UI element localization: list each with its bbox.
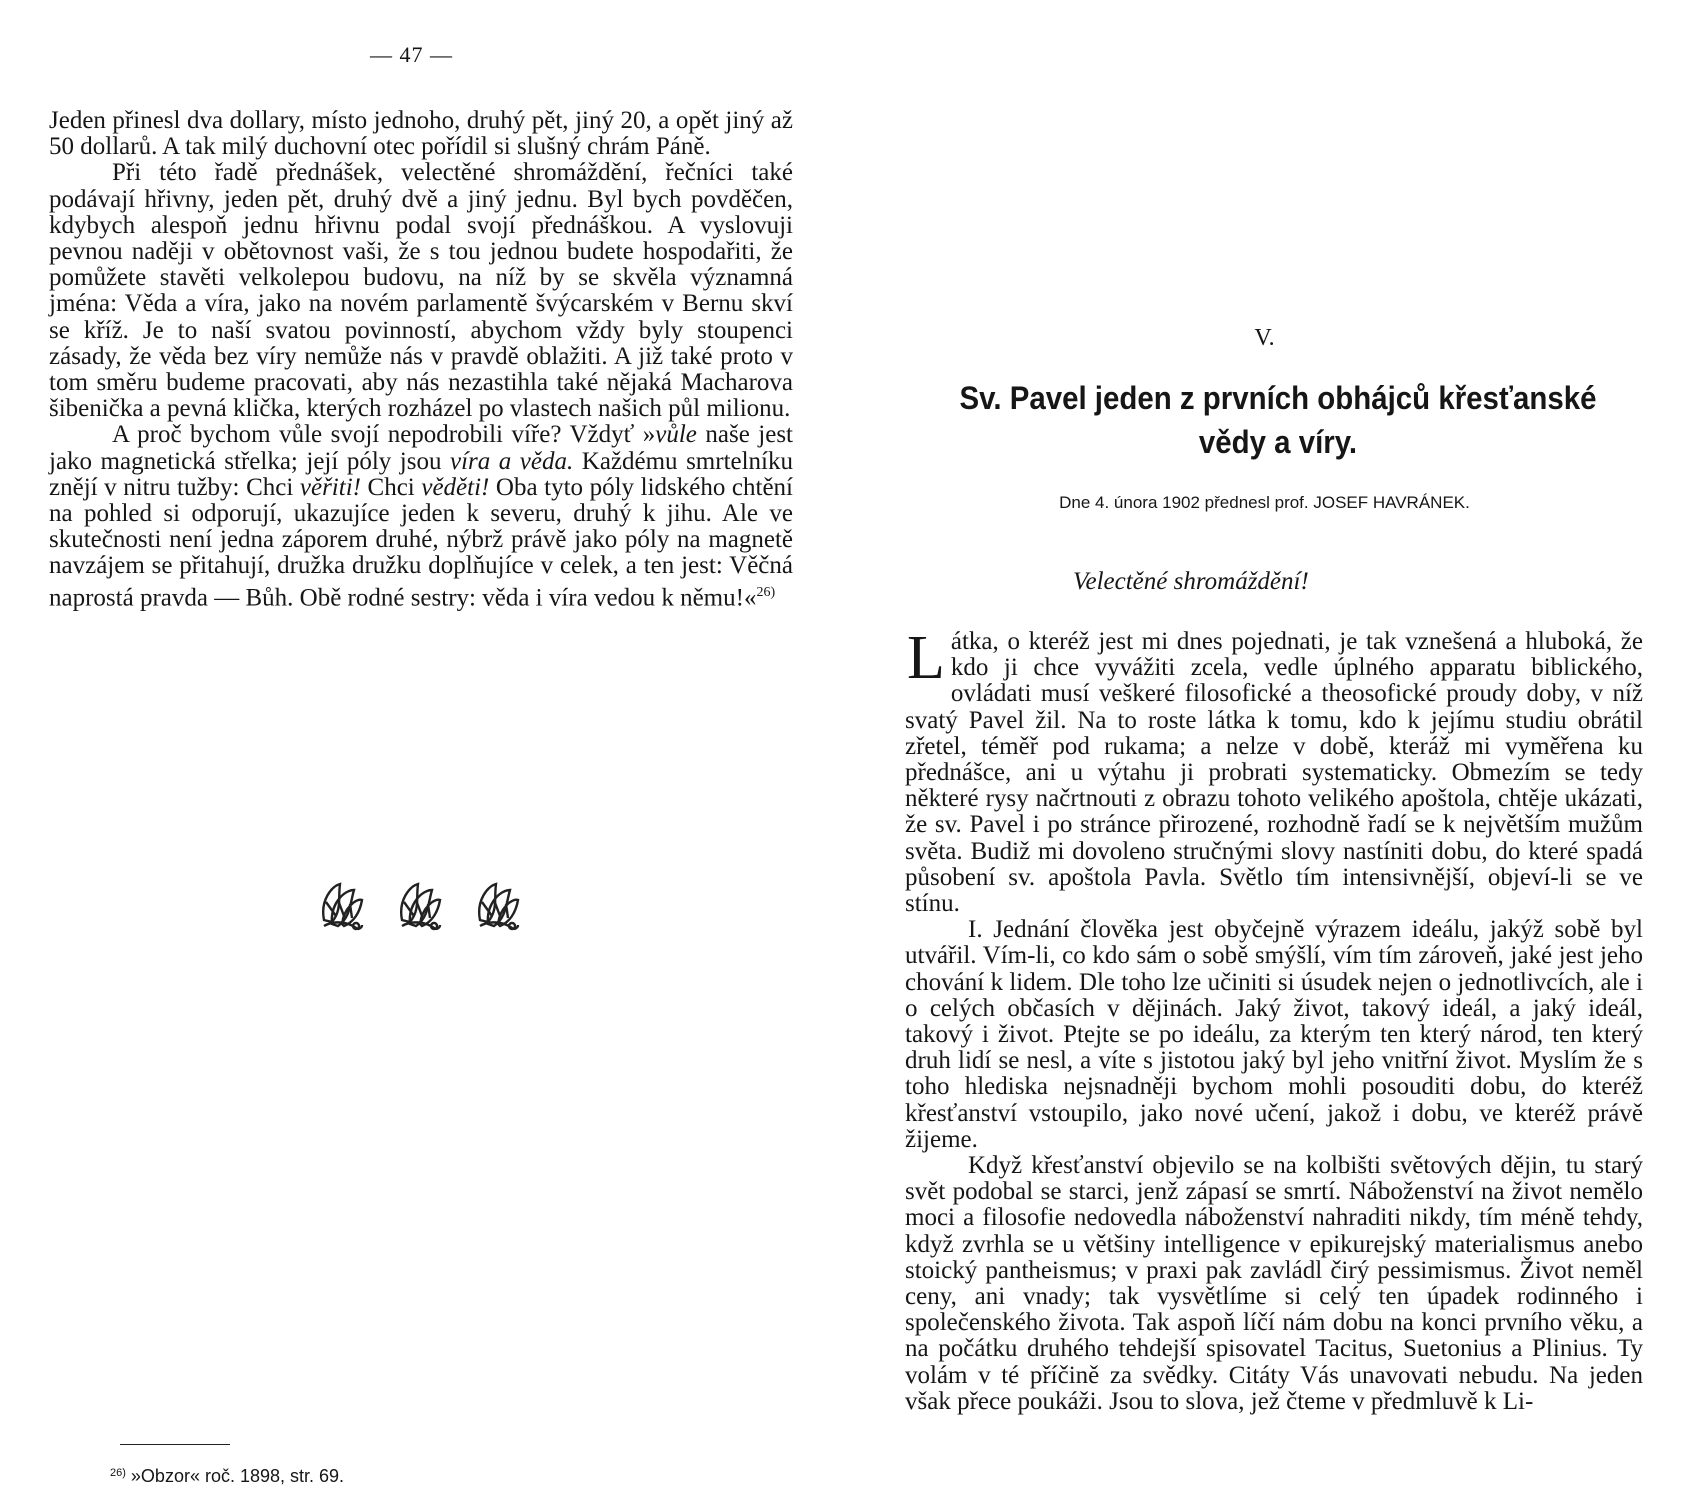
lecture-info: Dne 4. února 1902 přednesl prof. JOSEF HAVRÁNEK. — [1059, 493, 1470, 512]
footnote — [110, 1466, 344, 1487]
chapter-number: V. — [1254, 325, 1275, 351]
paragraph-3: Když křesťanství objevilo se na kolbišti světových dějin, tu starý svět podobal se starci, jenž zápasí se smrtí. Náboženství na život nemělo moci a filosofie nedovedla náboženství nahraditi nikdy, tím méně tehdy, když zvrhla se u většiny intelligence v epikurejský materialismus anebo stoický pantheismus; v praxi pak zavládl čirý pessimismus. Život neměl ceny, ani vnady; tak vysvětlíme si celý ten úpadek rodinného i společenského života. Tak aspoň líčí nám dobu na konci prvního věku, a na počátku druhého tehdejší spisovatel Tacitus, Suetonius a Plinius. Ty volám v té příčině za svědky. Citáty Vás unavovati nebudu. Na jeden však přece poukáži. Jsou to slova, jež čteme v předmluvě k Li- — [905, 1152, 1643, 1415]
ornament-row — [318, 880, 522, 932]
leaf-ornament-icon — [396, 880, 444, 932]
leaf-ornament-icon — [318, 880, 366, 932]
left-body-text — [49, 108, 793, 611]
footnote-reference: 26) — [756, 584, 776, 600]
chapter-title — [942, 376, 1614, 464]
paragraph-1: Látka, o kteréž jest mi dnes pojednati, je tak vznešená a hluboká, že kdo ji chce vyvážiti zcela, vedle úplného apparatu biblického, ovládati musí veškeré filosofické a theosofické proudy doby, v níž svatý Pavel žil. Na to roste látka k tomu, kdo k jejímu studiu obrátil zřetel, téměř pod rukama; a nelze v době, kteráž mi vyměřena ku přednášce, ani u výtahu ji probrati systematicky. Obmezím se tedy některé rysy načrtnouti z obrazu tohoto velikého apoštola, chtěje ukázati, že sv. Pavel i po stránce přirozené, rozhodně řadí se k největším mužům světa. Budiž mi dovoleno stručnými slovy nastíniti dobu, do které spadá působení sv. apoštola Pavla. Světlo tím intensivnější, objeví-li se ve stínu. — [905, 624, 1643, 918]
paragraph-3: A proč bychom vůle svojí nepodrobili víře? Vždyť »vůle naše jest jako magnetická střelka; její póly jsou víra a věda. Každému smrtelníku znějí v nitru tužby: Chci věřiti! Chci věděti! Oba tyto póly lidského chtění na pohled si odporují, ukazujíce jeden k severu, druhý k jihu. Ale ve skutečnosti není jedna záporem druhé, nýbrž právě jako póly na magnetě navzájem se přitahují, družka družku doplňujíce v celek, a ten jest: Věčná naprostá pravda — Bůh. Obě rodné sestry: věda i víra vedou k němu!«$^{26)}$ — [49, 421, 794, 611]
right-page — [843, 0, 1686, 1500]
paragraph-2: I. Jednání člověka jest obyčejně výrazem ideálu, jakýž sobě byl utvářil. Vím-li, co kdo sám o sobě smýšlí, vím tím zároveň, jaké jest jeho chování k lidem. Dle toho lze učiniti si úsudek nejen o jednotlivcích, ale i o celých občasích v dějinách. Jaký život, takový ideál, a jaký ideál, takový i život. Ptejte se po ideálu, za kterým ten který národ, ten který druh lidí se nesl, a víte s jistotou jaký byl jeho vnitřní život. Myslím že s toho hlediska nejsnadněji bychom mohli posouditi dobu, do kteréž křesťanství vstoupilo, jako nové učení, jakož i dobu, ve kteréž právě žijeme. — [905, 916, 1643, 1153]
footnote-text: »Obzor« roč. 1898, str. 69. — [130, 1466, 345, 1486]
salutation: Velectěné shromáždění! — [1073, 568, 1309, 595]
drop-cap: L — [907, 624, 945, 692]
paragraph-1: Jeden přinesl dva dollary, místo jednoho, druhý pět, jiný 20, a opět jiný až 50 dollarů. A tak milý duchovní otec pořídil si slušný chrám Páně. — [49, 107, 793, 161]
footnote-mark: 26) — [110, 1467, 126, 1479]
chapter-title-line-2: vědy a víry. — [1198, 424, 1358, 460]
leaf-ornament-icon — [474, 880, 522, 932]
chapter-title-line-1: Sv. Pavel jeden z prvních obhájců křesťanské — [959, 380, 1597, 416]
right-body-text — [905, 624, 1643, 1415]
paragraph-2: Při této řadě přednášek, velectěné shromáždění, řečníci také podávají hřivny, jeden pět, druhý dvě a jiný jednu. Byl bych povděčen, kdybych alespoň jednu hřivnu podal svojí přednáškou. A vyslovuji pevnou naději v obětovnost vaši, že s tou jednou budete hospodařiti, že pomůžete stavěti velkolepou budovu, na níž by se skvěla významná jména: Věda a víra, jako na novém parlamentě švýcarském v Bernu skví se kříž. Je to naší svatou povinností, abychom vždy byly stoupenci zásady, že věda bez víry nemůže nás v pravdě oblažiti. A již také proto v tom směru budeme pracovati, aby nás nezastihla také nějaká Macharova šibenička a pevná klička, kterých rozházel po vlastech našich půl milionu. — [49, 159, 793, 423]
footnote-rule — [120, 1444, 230, 1445]
page-number: — 47 — — [370, 42, 453, 67]
